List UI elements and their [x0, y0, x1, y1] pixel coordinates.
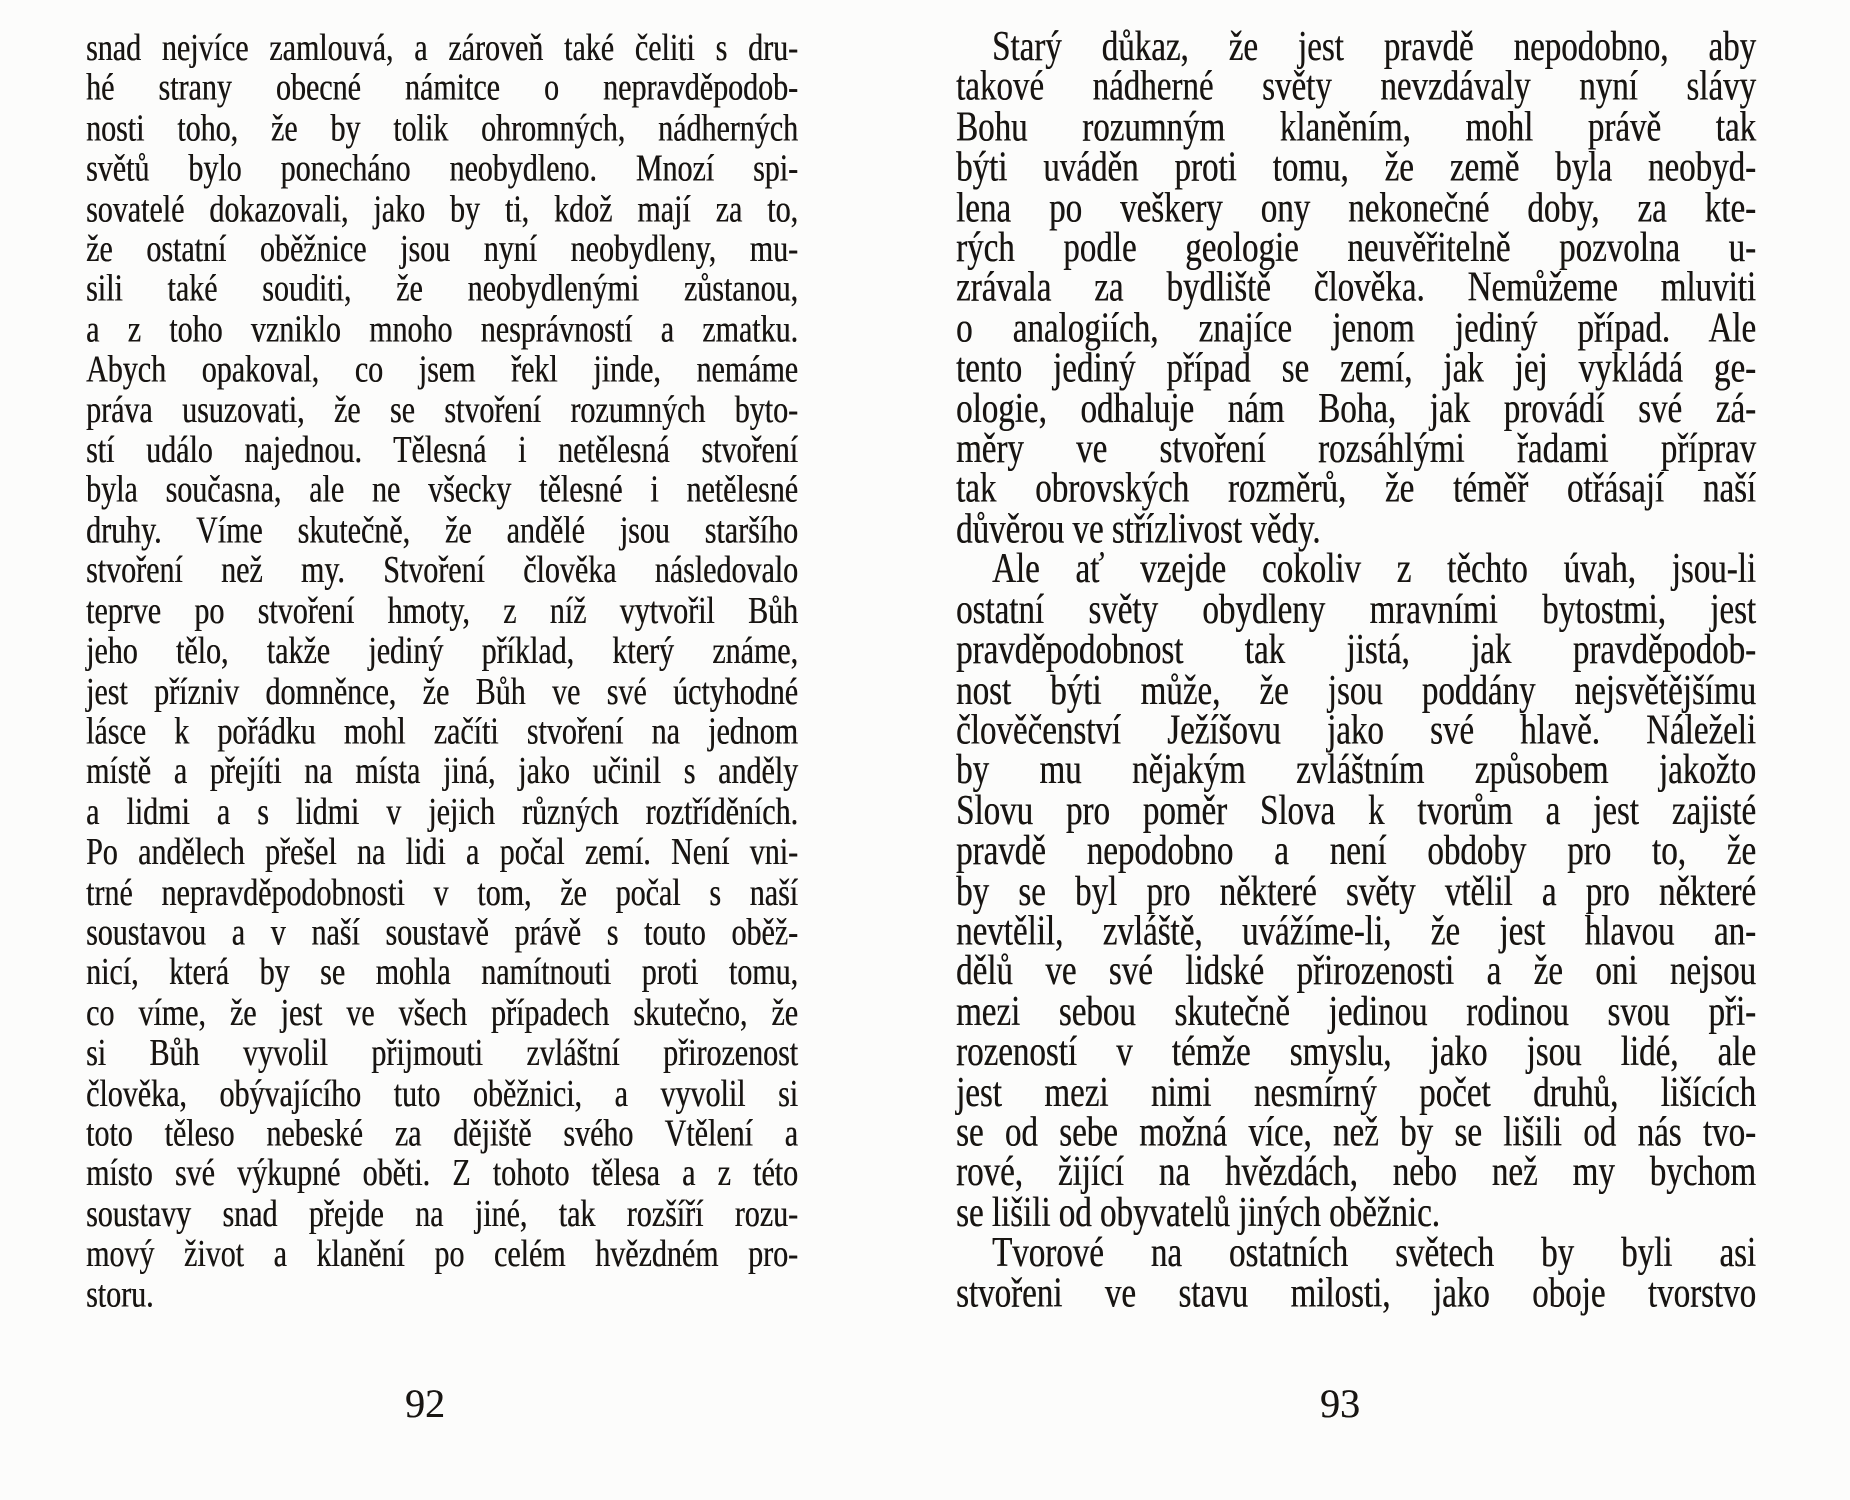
- text-line: rých podle geologie neuvěřitelně pozvolna u-: [956, 225, 1756, 272]
- page-92-text-column: [86, 28, 798, 1314]
- text-line: důvěrou ve střízlivost vědy.: [956, 506, 1321, 553]
- text-line: nost býti může, že jsou poddány nejsvětějšímu: [956, 667, 1756, 714]
- text-line: nevtělil, zvláště, uvážíme-li, že jest hlavou an-: [956, 908, 1756, 955]
- text-line: si Bůh vyvolil přijmouti zvláštní přirozenost: [86, 1031, 798, 1074]
- text-line: Starý důkaz, že jest pravdě nepodobno, aby: [992, 24, 1756, 71]
- text-line: soustavy snad přejde na jiné, tak rozšíří rozu-: [86, 1192, 798, 1235]
- text-line: práva usuzovati, že se stvoření rozumných byto-: [86, 388, 798, 431]
- text-line: mezi sebou skutečně jedinou rodinou svou při-: [956, 988, 1756, 1036]
- text-line: Tvorové na ostatních světech by byli asi: [992, 1230, 1756, 1277]
- text-line: Abych opakoval, co jsem řekl jinde, nemáme: [86, 348, 798, 391]
- text-line: nosti toho, že by tolik ohromných, nádherných: [86, 107, 798, 150]
- text-line: jeho tělo, takže jediný příklad, který známe,: [86, 629, 798, 672]
- text-line: byla současna, ale ne všecky tělesné i netělesné: [86, 468, 798, 512]
- text-line: lena po veškery ony nekonečné doby, za kte-: [956, 184, 1756, 232]
- text-line: tak obrovských rozměrů, že téměř otřásají naší: [956, 466, 1756, 513]
- text-line: o analogiích, znajíce jenom jediný případ. Ale: [956, 305, 1756, 352]
- text-line: ostatní světy obydleny mravními bytostmi, jest: [956, 586, 1756, 634]
- page-93-text-column: [956, 24, 1756, 1317]
- text-line: co víme, že jest ve všech případech skutečno, že: [86, 991, 798, 1034]
- text-line: pravdě nepodobno a není obdoby pro to, že: [956, 828, 1756, 875]
- text-line: stí událo najednou. Tělesná i netělesná stvoření: [86, 428, 798, 471]
- text-line: se lišili od obyvatelů jiných oběžnic.: [956, 1189, 1440, 1237]
- text-line: Po andělech přešel na lidi a počal zemí. Není vni-: [86, 830, 798, 873]
- text-line: sili také souditi, že neobydlenými zůstanou,: [86, 267, 798, 311]
- page-number-93: 93: [1320, 1381, 1360, 1426]
- text-line: se od sebe možná více, než by se lišili od nás tvo-: [956, 1109, 1756, 1156]
- text-line: člověčenství Ježíšovu jako své hlavě. Náleželi: [956, 707, 1756, 754]
- text-line: měry ve stvoření rozsáhlými řadami příprav: [956, 426, 1756, 473]
- text-line: a z toho vzniklo mnoho nesprávností a zmatku.: [86, 308, 798, 351]
- text-line: a lidmi a s lidmi v jejich různých roztříděních.: [86, 790, 798, 833]
- text-line: by mu nějakým zvláštním způsobem jakožto: [956, 747, 1756, 794]
- text-line: toto těleso nebeské za dějiště svého Vtělení a: [86, 1112, 798, 1155]
- text-line: soustavou a v naší soustavě právě s touto oběž-: [86, 911, 798, 954]
- text-line: Bohu rozumným klaněním, mohl právě tak: [956, 104, 1756, 151]
- text-line: storu.: [86, 1272, 154, 1316]
- text-line: Slovu pro poměr Slova k tvorům a jest zajisté: [956, 787, 1756, 835]
- text-line: pravděpodobnost tak jistá, jak pravděpodob-: [956, 627, 1756, 674]
- text-line: jest mezi nimi nesmírný počet druhů, lišících: [956, 1069, 1756, 1116]
- text-line: rozeností v témže smyslu, jako jsou lidé, ale: [956, 1029, 1756, 1076]
- text-line: býti uváděn proti tomu, že země byla neobyd-: [956, 144, 1756, 191]
- text-line: Ale ať vzejde cokoliv z těchto úvah, jsou-li: [992, 546, 1756, 593]
- text-line: snad nejvíce zamlouvá, a zároveň také čeliti s dru-: [86, 26, 798, 69]
- text-line: trné nepravděpodobnosti v tom, že počal s naší: [86, 870, 798, 914]
- text-line: že ostatní oběžnice jsou nyní neobydleny, mu-: [86, 227, 798, 270]
- text-line: ologie, odhaluje nám Boha, jak provádí své zá-: [956, 385, 1756, 433]
- text-line: hé strany obecné námitce o nepravděpodob-: [86, 66, 798, 110]
- text-line: lásce k pořádku mohl začíti stvoření na jednom: [86, 710, 798, 753]
- text-line: zrávala za bydliště člověka. Nemůžeme mluviti: [956, 265, 1756, 312]
- text-line: světů bylo ponecháno neobydleno. Mnozí spi-: [86, 147, 798, 190]
- page-number-92: 92: [405, 1381, 445, 1426]
- text-line: místě a přejíti na místa jiná, jako učinil s anděly: [86, 750, 798, 793]
- text-line: místo své výkupné oběti. Z tohoto tělesa a z této: [86, 1152, 798, 1195]
- text-line: dělů ve své lidské přirozenosti a že oni nejsou: [956, 948, 1756, 995]
- text-line: sovatelé dokazovali, jako by ti, kdož mají za to,: [86, 187, 798, 230]
- text-line: stvoření než my. Stvoření člověka následovalo: [86, 549, 798, 592]
- text-line: takové nádherné světy nevzdávaly nyní slávy: [956, 64, 1756, 111]
- text-line: teprve po stvoření hmoty, z níž vytvořil Bůh: [86, 589, 798, 632]
- text-line: by se byl pro některé světy vtělil a pro některé: [956, 868, 1756, 915]
- text-line: člověka, obývajícího tuto oběžnici, a vyvolil si: [86, 1071, 798, 1115]
- text-line: rové, žijící na hvězdách, nebo než my bychom: [956, 1149, 1756, 1196]
- text-line: tento jediný případ se zemí, jak jej vykládá ge-: [956, 345, 1756, 392]
- text-line: nicí, která by se mohla namítnouti proti tomu,: [86, 951, 798, 994]
- text-line: stvořeni ve stavu milosti, jako oboje tvorstvo: [956, 1270, 1756, 1317]
- text-line: mový život a klanění po celém hvězdném pro-: [86, 1232, 798, 1275]
- text-line: jest přízniv domněnce, že Bůh ve své úctyhodné: [86, 669, 798, 713]
- text-line: druhy. Víme skutečně, že andělé jsou staršího: [86, 509, 798, 552]
